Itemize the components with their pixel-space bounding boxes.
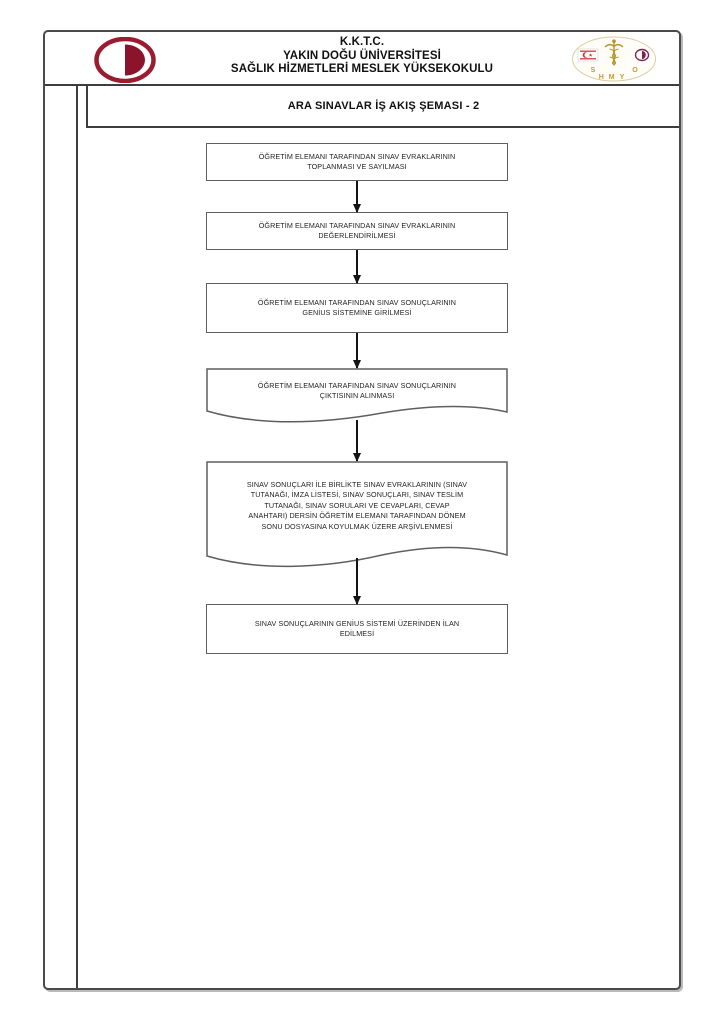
document-header — [45, 32, 679, 86]
flow-step-evaluate — [206, 212, 508, 250]
header-titles — [175, 36, 549, 77]
emblem-letter-s: S — [590, 67, 596, 74]
emblem-letters-hmy: HMY — [598, 74, 630, 81]
down-arrow-icon — [356, 558, 358, 604]
flow-step-label-wrap — [246, 463, 468, 549]
header-country: K.K.T.C. — [339, 36, 385, 48]
flowchart-title-bar — [86, 86, 679, 128]
flow-step-label: ÖĞRETİM ELEMANI TARAFINDAN SINAV SONUÇLARININ ÇIKTISININ ALINMASI — [257, 380, 457, 400]
flow-step-label: SINAV SONUÇLARI İLE BİRLİKTE SINAV EVRAKLARININ (SINAV TUTANAĞI, İMZA LİSTESİ, SINAV SONUÇLARI, SINAV TESLİM TUTANAĞI, SINAV SORULARI VE CEVAPLARI, CEVAP ANAHTARI) DERSİN ÖĞRETİM ELEMANI TARAFINDAN DÖNEM SONU DOSYASINA KOYULMAK ÜZERE ARŞİVLENMESİ — [246, 479, 468, 531]
flow-step-label: ÖĞRETİM ELEMANI TARAFINDAN SINAV EVRAKLARININ DEĞERLENDİRİLMESİ — [258, 220, 456, 240]
down-arrow-icon — [356, 420, 358, 461]
flow-step-printout-document — [206, 368, 508, 428]
flowchart — [206, 143, 508, 654]
page-title: ARA SINAVLAR İŞ AKIŞ ŞEMASI - 2 — [287, 100, 480, 112]
page-border-frame — [43, 30, 681, 990]
flow-step-label-wrap — [246, 370, 468, 412]
down-arrow-icon — [356, 181, 358, 212]
down-arrow-icon — [356, 250, 358, 283]
neu-university-logo — [93, 37, 157, 83]
flow-step-label: SINAV SONUÇLARININ GENİUS SİSTEMİ ÜZERİNDEN İLAN EDİLMESİ — [254, 618, 460, 638]
header-university: YAKIN DOĞU ÜNİVERSİTESİ — [283, 49, 441, 62]
flow-step-enter-genius — [206, 283, 508, 333]
flow-step-label: ÖĞRETİM ELEMANI TARAFINDAN SINAV EVRAKLARININ TOPLANMASI VE SAYILMASI — [258, 151, 456, 171]
header-school: SAĞLIK HİZMETLERİ MESLEK YÜKSEKOKULU — [230, 63, 494, 75]
flow-step-label: ÖĞRETİM ELEMANI TARAFINDAN SINAV SONUÇLARININ GENİUS SİSTEMİNE GİRİLMESİ — [257, 297, 457, 317]
trnc-flag-icon — [578, 49, 598, 61]
school-emblem — [571, 36, 657, 82]
emblem-letter-o: O — [632, 67, 638, 74]
flow-step-archive-document — [206, 461, 508, 573]
flow-step-collect — [206, 143, 508, 181]
down-arrow-icon — [356, 333, 358, 368]
left-column-divider — [76, 86, 78, 988]
flow-step-announce — [206, 604, 508, 654]
